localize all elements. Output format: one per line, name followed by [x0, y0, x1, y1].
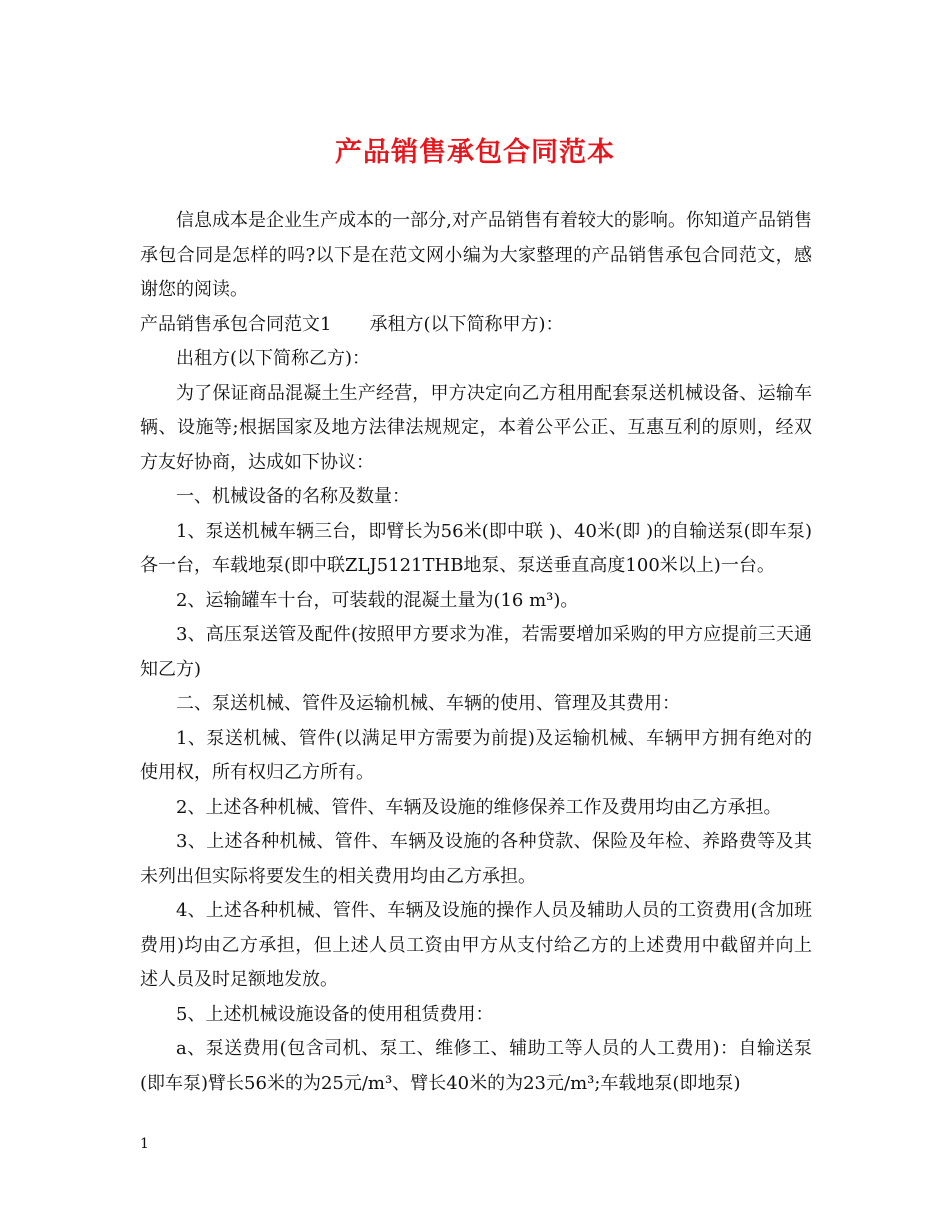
paragraph: 为了保证商品混凝土生产经营，甲方决定向乙方租用配套泵送机械设备、运输车辆、设施等;根据国家及地方法律法规规定，本着公平公正、互惠互利的原则，经双方友好协商，达成如下协议：	[140, 382, 812, 473]
paragraph: a、泵送费用(包含司机、泵工、维修工、辅助工等人员的人工费用)：自输送泵(即车泵)臂长56米的为25元/m³、臂长40米的为23元/m³;车载地泵(即地泵)	[140, 1038, 812, 1094]
paragraph: 3、高压泵送管及配件(按照甲方要求为准，若需要增加采购的甲方应提前三天通知乙方)	[140, 624, 812, 680]
section-heading: 二、泵送机械、管件及运输机械、车辆的使用、管理及其费用：	[176, 693, 680, 714]
paragraph: 信息成本是企业生产成本的一部分,对产品销售有着较大的影响。你知道产品销售承包合同是怎样的吗?以下是在范文网小编为大家整理的产品销售承包合同范文，感谢您的阅读。	[140, 210, 812, 300]
paragraph: 2、运输罐车十台，可装载的混凝土量为(16 m³)。	[176, 589, 579, 611]
paragraph: 3、上述各种机械、管件、车辆及设施的各种贷款、保险及年检、养路费等及其未列出但实际将要发生的相关费用均由乙方承担。	[140, 831, 812, 887]
document-body	[140, 204, 812, 1101]
paragraph: 2、上述各种机械、管件、车辆及设施的维修保养工作及费用均由乙方承担。	[176, 796, 782, 818]
paragraph: 4、上述各种机械、管件、车辆及设施的操作人员及辅助人员的工资费用(含加班费用)均由乙方承担，但上述人员工资由甲方从支付给乙方的上述费用中截留并向上述人员及时足额地发放。	[140, 900, 812, 990]
contract-header-line	[140, 308, 812, 343]
contract-label: 产品销售承包合同范文1	[140, 313, 332, 335]
paragraph: 5、上述机械设施设备的使用租赁费用：	[176, 1003, 494, 1025]
lessee-label: 承租方(以下简称甲方)：	[369, 313, 564, 335]
paragraph: 1、泵送机械车辆三台，即臂长为56米(即中联 )、40米(即 )的自输送泵(即车泵)各一台，车载地泵(即中联ZLJ5121THB地泵、泵送垂直高度100米以上)一台。	[140, 520, 812, 576]
paragraph: 1、泵送机械、管件(以满足甲方需要为前提)及运输机械、车辆甲方拥有绝对的使用权，所有权归乙方所有。	[140, 727, 812, 783]
page-number: 1	[140, 1136, 149, 1152]
paragraph: 出租方(以下简称乙方)：	[176, 348, 371, 369]
document-title: 产品销售承包合同范本	[335, 137, 615, 168]
section-heading: 一、机械设备的名称及数量：	[176, 486, 410, 507]
